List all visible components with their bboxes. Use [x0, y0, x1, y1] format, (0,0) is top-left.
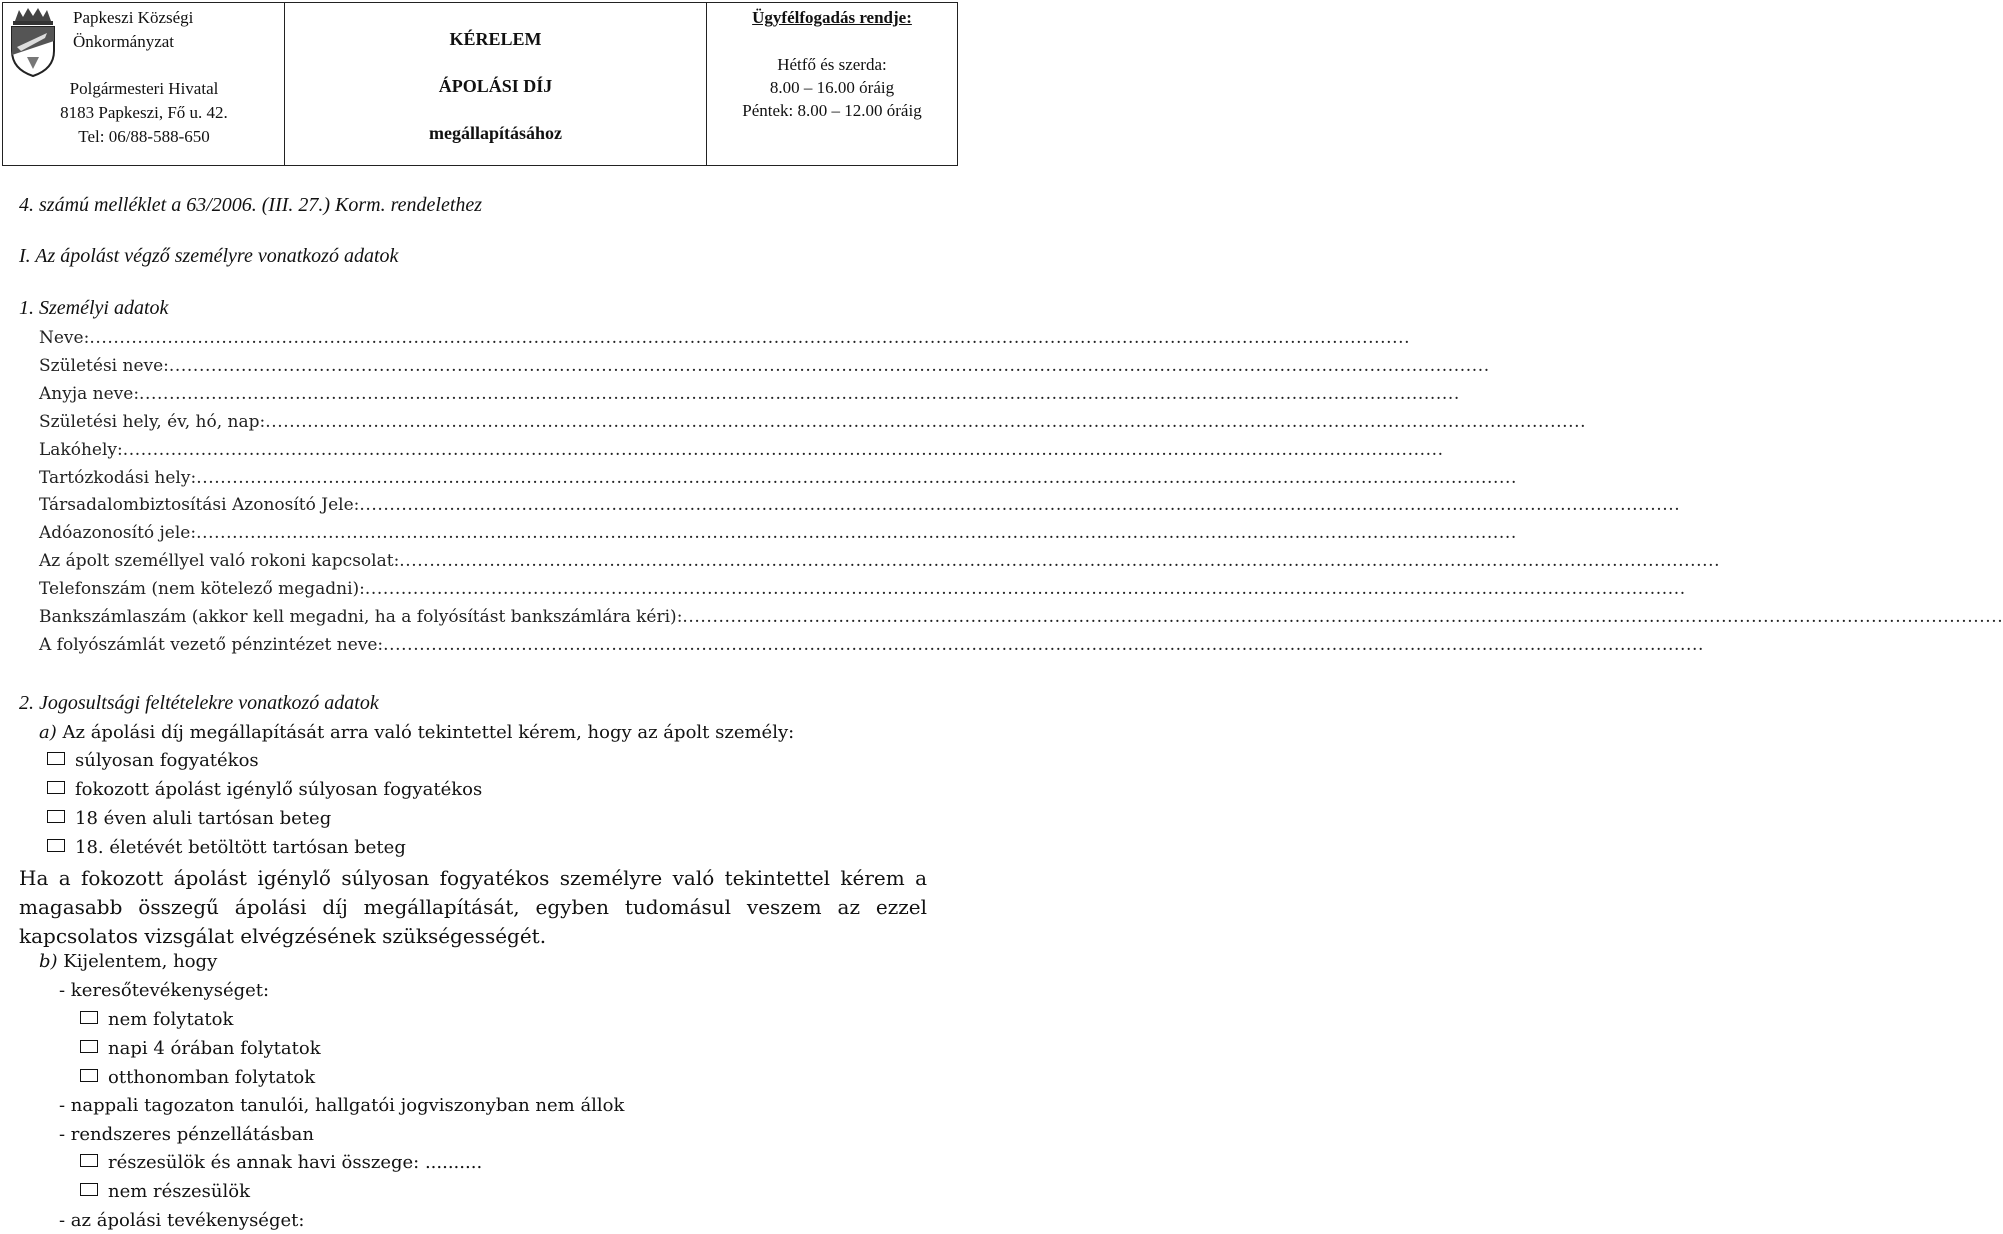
office-hours-line-2: 8.00 – 16.00 óráig — [769, 78, 895, 97]
form-field[interactable] — [39, 495, 1681, 516]
form-field[interactable] — [39, 328, 1411, 348]
condition-option[interactable] — [47, 779, 482, 800]
form-purpose: megállapításához — [429, 123, 562, 143]
student-status-statement: - nappali tagozaton tanulói, hallgatói jogviszonyban nem állok — [59, 1095, 625, 1116]
section-heading-I: I. Az ápolást végző személyre vonatkozó adatok — [19, 245, 399, 267]
statement-b-marker: b) — [39, 951, 58, 972]
municipality-name — [73, 6, 193, 54]
statement-b-text: Kijelentem, hogy — [63, 951, 218, 972]
form-field-label: Adóazonosító jele: — [39, 523, 197, 544]
form-field[interactable] — [39, 523, 1517, 544]
form-field-label: Neve: — [39, 328, 90, 348]
office-phone: Tel: 06/88-588-650 — [78, 127, 210, 146]
form-field-fill-line[interactable]: ............................................................................................................................................................................................................................ — [383, 634, 1705, 655]
form-field-fill-line[interactable]: ............................................................................................................................................................................................................................ — [265, 411, 1587, 432]
form-title: KÉRELEM — [449, 29, 542, 49]
checkbox-icon[interactable] — [80, 1183, 98, 1196]
checkbox-icon[interactable] — [80, 1040, 98, 1053]
office-hours-line-1: Hétfő és szerda: — [777, 55, 887, 74]
activity-option[interactable] — [80, 1067, 315, 1088]
municipality-line-2: Önkormányzat — [73, 32, 175, 51]
checkbox-icon[interactable] — [47, 839, 65, 852]
form-field-fill-line[interactable]: ............................................................................................................................................................................................................................ — [122, 439, 1444, 460]
checkbox-icon[interactable] — [47, 781, 65, 794]
condition-option[interactable] — [47, 808, 331, 829]
form-field[interactable] — [39, 579, 1686, 600]
form-field-label: Társadalombiztosítási Azonosító Jele: — [39, 495, 360, 516]
form-field-label: Lakóhely: — [39, 439, 123, 460]
subsection-eligibility: 2. Jogosultsági feltételekre vonatkozó adatok — [19, 692, 379, 714]
form-field-fill-line[interactable]: ............................................................................................................................................................................................................................ — [682, 607, 2003, 627]
consent-paragraph: Ha a fokozott ápolást igénylő súlyosan fogyatékos személyre való tekintettel kérem a magasabb összegű ápolási díj megállapítását, egyben tudomásul veszem az ezzel kapcsolatos vizsgálat elvégzésének szükségességét. — [19, 866, 927, 948]
header-title-cell — [285, 3, 707, 165]
form-field[interactable] — [39, 634, 1705, 655]
header-office-cell — [3, 3, 285, 165]
checkbox-icon[interactable] — [80, 1011, 98, 1024]
benefit-option-receive[interactable] — [80, 1152, 482, 1173]
office-address — [3, 77, 285, 149]
form-field-fill-line[interactable]: ............................................................................................................................................................................................................................ — [196, 467, 1518, 488]
condition-option-label: fokozott ápolást igénylő súlyosan fogyatékos — [75, 779, 483, 800]
header-hours-cell — [707, 3, 957, 165]
checkbox-icon[interactable] — [80, 1069, 98, 1082]
coat-of-arms-icon — [7, 7, 59, 77]
form-field-fill-line[interactable]: ............................................................................................................................................................................................................................ — [168, 355, 1490, 376]
office-hours-title: Ügyfélfogadás rendje: — [752, 8, 912, 27]
form-field-label: Bankszámlaszám (akkor kell megadni, ha a folyósítást bankszámlára kéri): — [39, 607, 683, 627]
form-field-fill-line[interactable]: ............................................................................................................................................................................................................................ — [196, 523, 1517, 544]
condition-option-label: 18. életévét betöltött tartósan beteg — [75, 837, 406, 858]
care-activity-label: - az ápolási tevékenységet: — [59, 1210, 305, 1231]
condition-option[interactable] — [47, 750, 259, 771]
form-field[interactable] — [39, 467, 1518, 488]
form-header — [2, 2, 958, 166]
form-field[interactable] — [39, 551, 1721, 572]
form-field-fill-line[interactable]: ............................................................................................................................................................................................................................ — [359, 495, 1681, 516]
checkbox-icon[interactable] — [80, 1154, 98, 1167]
form-field-fill-line[interactable]: ............................................................................................................................................................................................................................ — [364, 579, 1686, 600]
gainful-activity-label: - keresőtevékenységet: — [59, 980, 270, 1001]
statement-a — [39, 722, 794, 743]
office-line-2: 8183 Papkeszi, Fő u. 42. — [60, 103, 228, 122]
form-field-label: Az ápolt személlyel való rokoni kapcsolat: — [39, 551, 400, 572]
statement-a-marker: a) — [39, 722, 57, 743]
benefit-label: - rendszeres pénzellátásban — [59, 1124, 314, 1145]
benefit-option-not-receive-label: nem részesülök — [108, 1181, 250, 1202]
form-field-label: A folyószámlát vezető pénzintézet neve: — [39, 634, 384, 655]
form-subject: ÁPOLÁSI DÍJ — [438, 76, 553, 96]
activity-option[interactable] — [80, 1009, 233, 1030]
form-field-label: Telefonszám (nem kötelező megadni): — [39, 579, 365, 600]
activity-option-label: otthonomban folytatok — [108, 1067, 316, 1088]
activity-option-label: napi 4 órában folytatok — [108, 1038, 321, 1059]
checkbox-icon[interactable] — [47, 810, 65, 823]
statement-b — [39, 951, 217, 972]
office-hours-line-3: Péntek: 8.00 – 12.00 óráig — [742, 101, 922, 120]
form-field[interactable] — [39, 439, 1444, 460]
form-field-fill-line[interactable]: ............................................................................................................................................................................................................................ — [89, 328, 1411, 348]
municipality-line-1: Papkeszi Községi — [73, 8, 194, 27]
form-field[interactable] — [39, 411, 1587, 432]
form-field-label: Születési neve: — [39, 355, 169, 376]
form-field-label: Anyja neve: — [39, 383, 140, 404]
form-field-fill-line[interactable]: ............................................................................................................................................................................................................................ — [399, 551, 1721, 572]
condition-option-label: 18 éven aluli tartósan beteg — [75, 808, 332, 829]
statement-a-text: Az ápolási díj megállapítását arra való tekintettel kérem, hogy az ápolt személy: — [62, 722, 795, 743]
condition-option[interactable] — [47, 837, 406, 858]
activity-option-label: nem folytatok — [108, 1009, 234, 1030]
form-field[interactable] — [39, 355, 1490, 376]
form-field-label: Születési hely, év, hó, nap: — [39, 411, 266, 432]
form-field-fill-line[interactable]: ............................................................................................................................................................................................................................ — [139, 383, 1460, 404]
form-field[interactable] — [39, 607, 2003, 627]
condition-option-label: súlyosan fogyatékos — [75, 750, 259, 771]
activity-option[interactable] — [80, 1038, 321, 1059]
office-line-1: Polgármesteri Hivatal — [69, 79, 219, 98]
checkbox-icon[interactable] — [47, 752, 65, 765]
subsection-personal-data: 1. Személyi adatok — [19, 297, 169, 319]
benefit-option-receive-label: részesülök és annak havi összege: .......... — [108, 1152, 483, 1173]
benefit-option-not-receive[interactable] — [80, 1181, 250, 1202]
annex-reference: 4. számú melléklet a 63/2006. (III. 27.) Korm. rendelethez — [19, 194, 483, 216]
form-field[interactable] — [39, 383, 1460, 404]
form-field-label: Tartózkodási hely: — [39, 467, 197, 488]
